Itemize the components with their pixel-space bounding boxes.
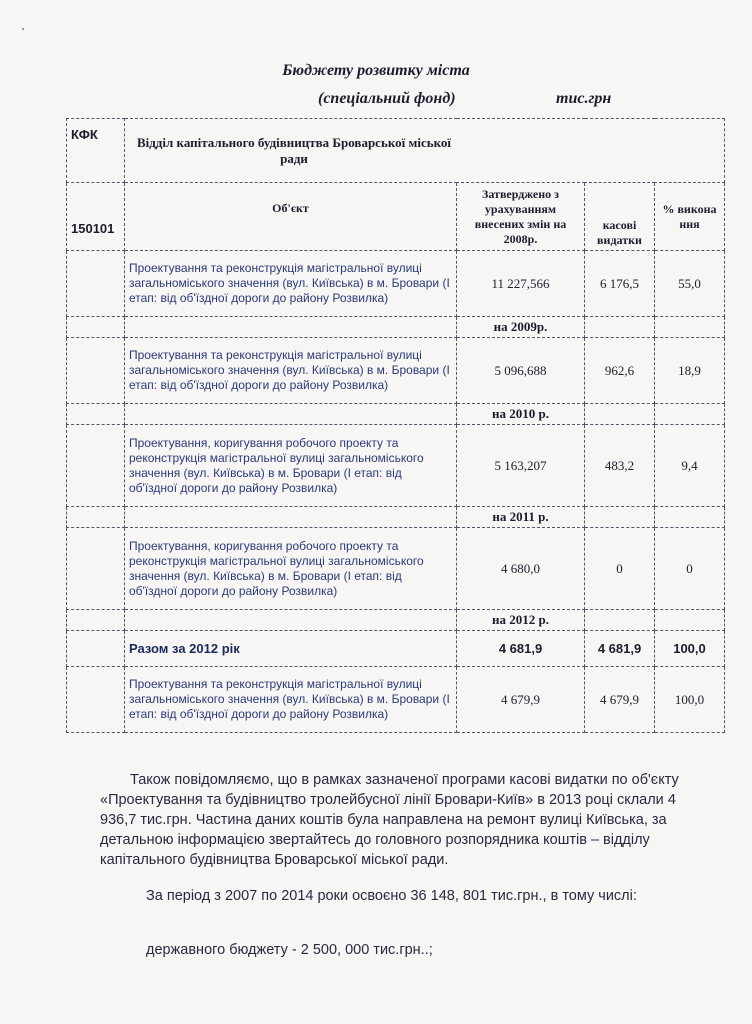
- table-row: [67, 425, 725, 507]
- fund-label: (спеціальний фонд): [318, 90, 456, 107]
- total-approved: 4 681,9: [457, 631, 585, 667]
- percent-cell: 0: [655, 528, 725, 610]
- cash-cell: 6 176,5: [585, 251, 655, 317]
- year-row: [67, 610, 725, 631]
- paragraph-trolleybus: Також повідомляємо, що в рамках зазначеної програми касові видатки по об'єкту «Проектування та будівництво тролейбусної лінії Бровари-Київ» в 2013 році склали 4 936,7 тис.грн. Частина даних коштів була направлена на ремонт вулиці Київська, за детальною інформацією звертайтесь до головного розпорядника коштів – відділу капітального будівництва Броварської міської ради.: [100, 772, 679, 868]
- year-row: [67, 317, 725, 338]
- approved-cell: 4 679,9: [457, 667, 585, 733]
- total-percent: 100,0: [655, 631, 725, 667]
- approved-header: Затверджено з урахуванням внесених змін на 2008р.: [457, 183, 585, 251]
- department-row: [67, 119, 725, 183]
- document-title: Бюджету розвитку міста: [282, 62, 470, 79]
- percent-cell: 55,0: [655, 251, 725, 317]
- cash-cell: 483,2: [585, 425, 655, 507]
- object-cell: Проектування, коригування робочого проекту та реконструкція магістральної вулиці загальноміського значення (вул. Київська) в м. Бровари (І етап: від об'їздної дороги до району Розвилка): [125, 528, 457, 610]
- department-name: Відділ капітального будівництва Броварської міської ради: [125, 119, 725, 183]
- percent-cell: 18,9: [655, 338, 725, 404]
- percent-cell: 9,4: [655, 425, 725, 507]
- percent-header: % викона ння: [655, 183, 725, 251]
- year-row: [67, 507, 725, 528]
- paragraph-period: За період з 2007 по 2014 роки освоєно 36 148, 801 тис.грн., в тому числі:: [146, 888, 637, 904]
- cash-header: касові видатки: [585, 183, 655, 251]
- scan-speck: [22, 28, 24, 30]
- unit-label: тис.грн: [556, 90, 612, 107]
- cash-cell: 4 679,9: [585, 667, 655, 733]
- total-cash: 4 681,9: [585, 631, 655, 667]
- object-cell: Проектування та реконструкція магістральної вулиці загальноміського значення (вул. Київська) в м. Бровари (І етап: від об'їздної дороги до району Розвилка): [125, 667, 457, 733]
- cash-cell: 0: [585, 528, 655, 610]
- table-row: [67, 338, 725, 404]
- object-cell: Проектування та реконструкція магістральної вулиці загальноміського значення (вул. Київська) в м. Бровари (І етап: від об'їздної дороги до району Розвилка): [125, 251, 457, 317]
- object-cell: Проектування та реконструкція магістральної вулиці загальноміського значення (вул. Київська) в м. Бровари (І етап: від об'їздної дороги до району Розвилка): [125, 338, 457, 404]
- approved-cell: 4 680,0: [457, 528, 585, 610]
- approved-cell: 5 096,688: [457, 338, 585, 404]
- kfk-label: КФК: [67, 119, 125, 183]
- year-label: на 2009р.: [457, 317, 585, 338]
- table-row: [67, 251, 725, 317]
- column-header-row: [67, 183, 725, 251]
- object-cell: Проектування, коригування робочого проекту та реконструкція магістральної вулиці загальноміського значення (вул. Київська) в м. Бровари (І етап: від об'їздної дороги до району Розвилка): [125, 425, 457, 507]
- year-label: на 2010 р.: [457, 404, 585, 425]
- object-header: Об'єкт: [125, 183, 457, 251]
- budget-table: [66, 118, 725, 733]
- table-row: [67, 667, 725, 733]
- total-row: [67, 631, 725, 667]
- total-label: Разом за 2012 рік: [125, 631, 457, 667]
- approved-cell: 5 163,207: [457, 425, 585, 507]
- paragraph-state-budget: державного бюджету - 2 500, 000 тис.грн..;: [146, 942, 433, 958]
- year-label: на 2012 р.: [457, 610, 585, 631]
- cash-cell: 962,6: [585, 338, 655, 404]
- year-row: [67, 404, 725, 425]
- table-row: [67, 528, 725, 610]
- approved-cell: 11 227,566: [457, 251, 585, 317]
- code-cell: 150101: [67, 183, 125, 251]
- percent-cell: 100,0: [655, 667, 725, 733]
- year-label: на 2011 р.: [457, 507, 585, 528]
